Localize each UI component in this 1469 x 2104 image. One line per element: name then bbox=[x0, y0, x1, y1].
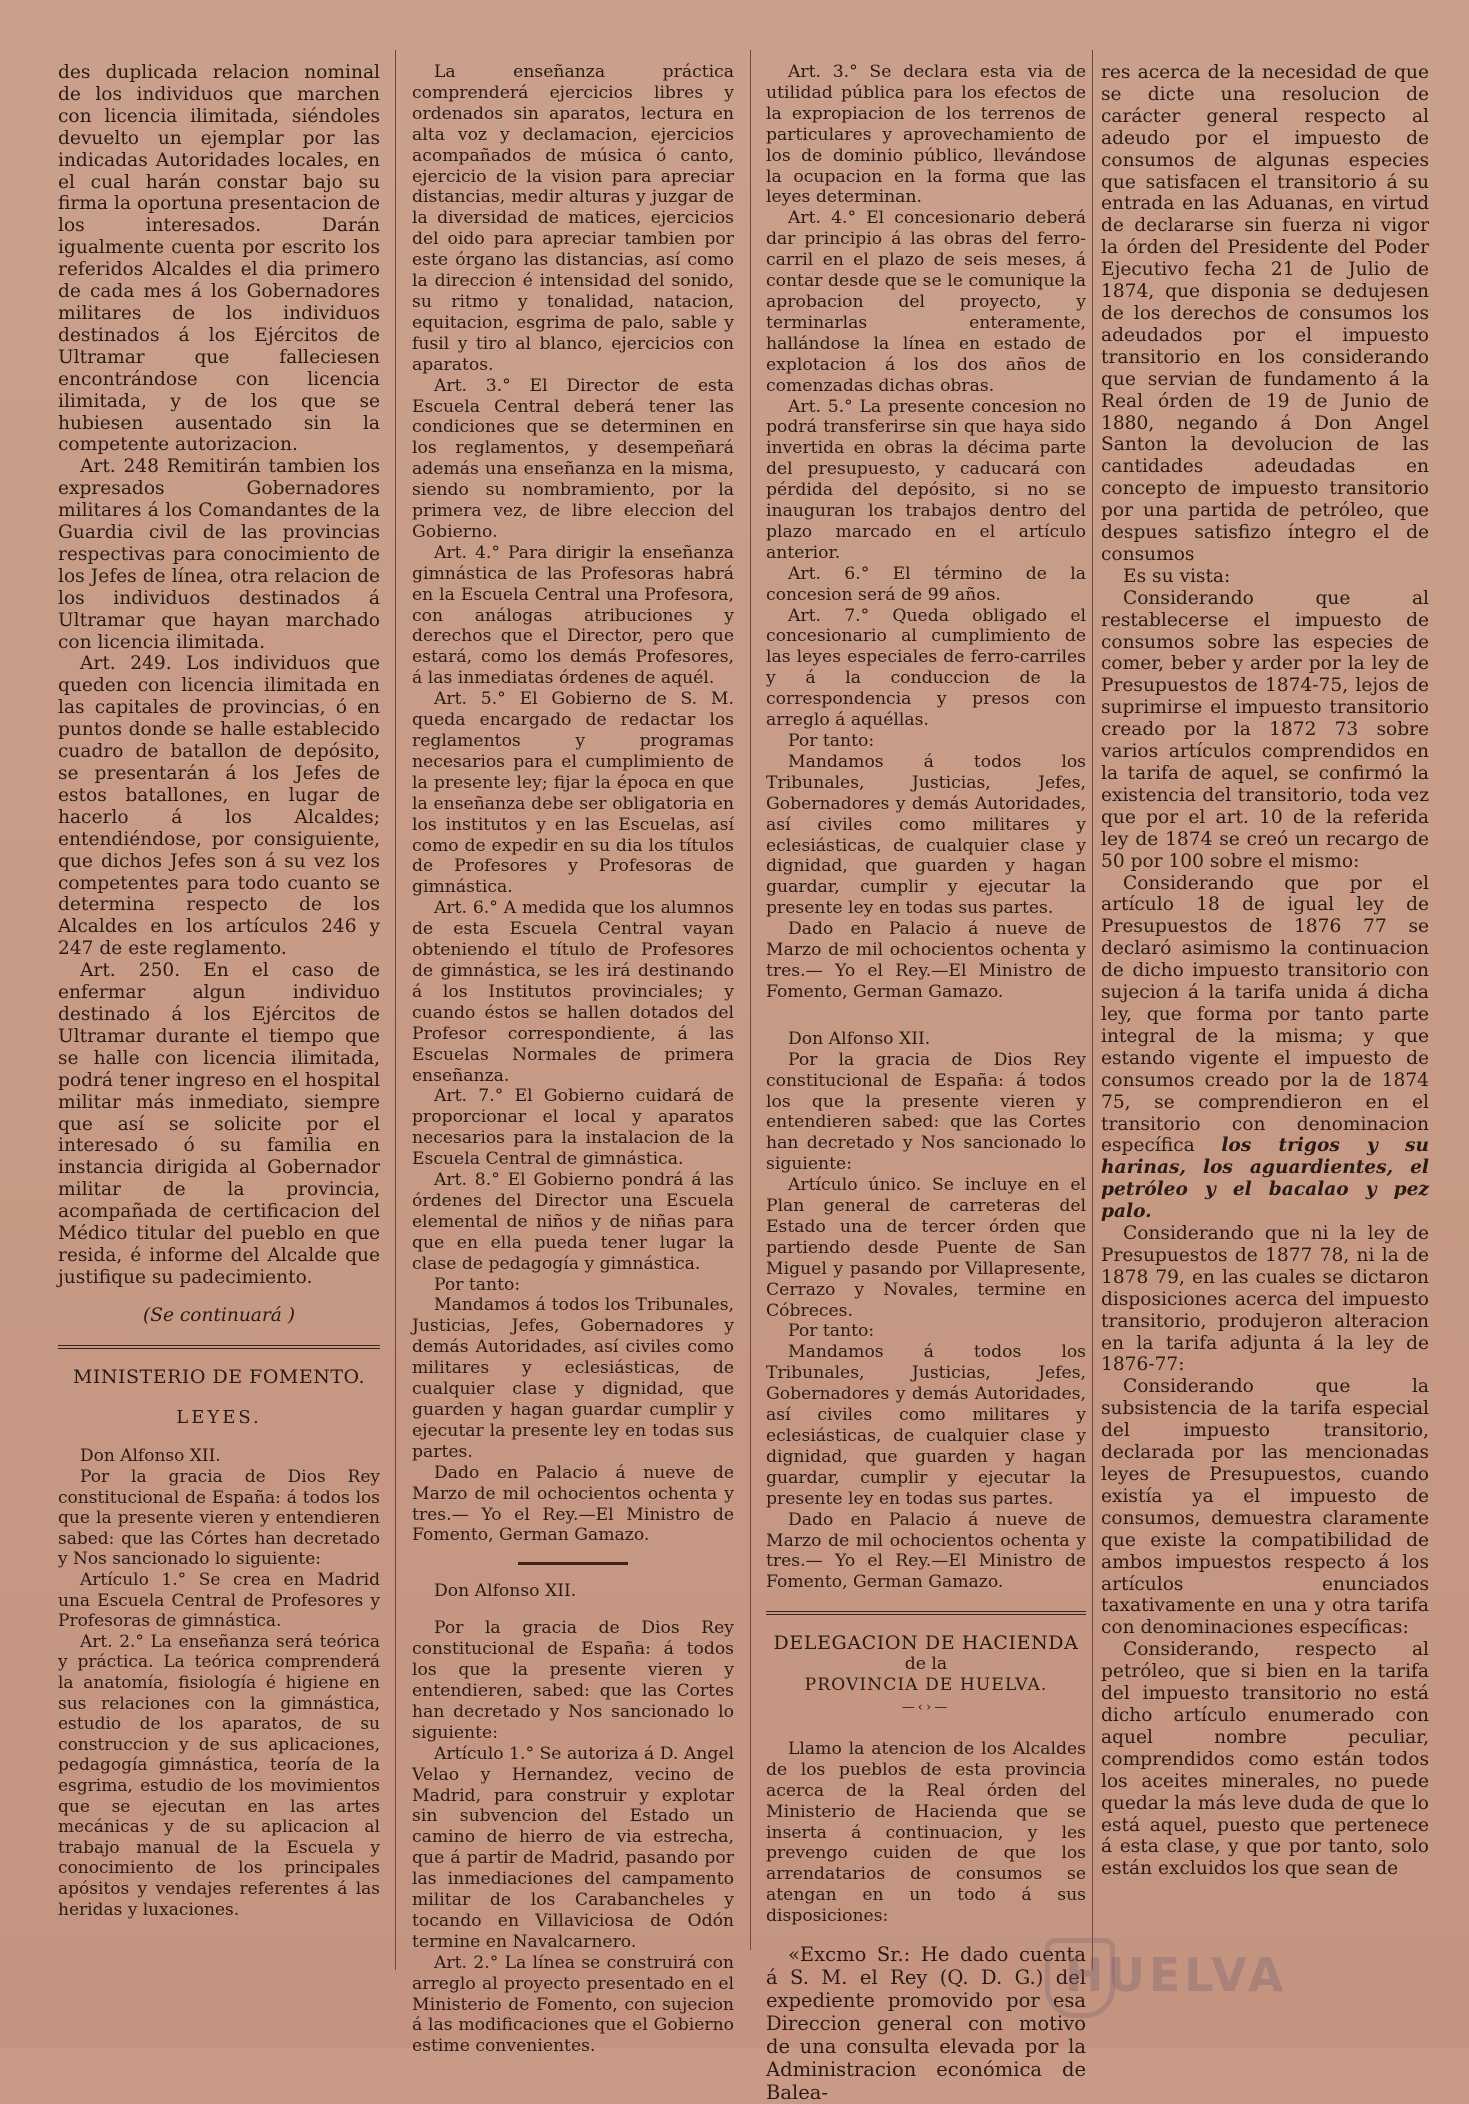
paragraph: Considerando que la subsistencia de la tarifa especial del impuesto transitorio, declarada por las mencionadas leyes de Presupuestos, cuando existía ya el impuesto de consumos, demuestra claramente que existe la compatibilidad de ambos impuestos respecto á los artículos enunciados taxativamente en una y otra tarifa con denominaciones específicas: bbox=[1101, 1376, 1429, 1639]
section-divider bbox=[766, 1611, 1086, 1615]
paragraph: Considerando, respecto al petróleo, que si bien en la tarifa del impuesto transitorio no está dicho artículo enumerado con aquel nombre peculiar, comprendidos como están todos los aceites minerales, no puede quedar la más leve duda de que lo está aquel, puesto que pertenece á esta clase, y que por tanto, solo están excluidos los que sean de bbox=[1101, 1639, 1429, 1880]
paragraph: res acerca de la necesidad de que se dicte una resolucion de carácter general respecto al adeudo por el impuesto de consumos de algunas especies que satisfacen el transitorio á su entrada en las Aduanas, en virtud de declararse sin fuerza ni vigor la órden del Presidente del Poder Ejecutivo fecha 21 de Julio de 1874, que disponia se dedujesen de los derechos de consumos los adeudados por el impuesto transitorio en los considerando que servian de fundamento á la Real órden de 19 de Junio de 1880, negando á Don Angel Santon la devolucion de las cantidades adeudadas en concepto de impuesto transitorio por una partida de petróleo, que despues satisfizo íntegro el de consumos bbox=[1101, 62, 1429, 565]
paragraph: Mandamos á todos los Tribunales, Justicias, Jefes, Gobernadores y demás Autoridades, así civiles como militares y eclesiásticas, de cualquier clase y dignidad, que guarden y hagan guardar, cumplir y ejecutar la presente ley en todas sus partes. bbox=[766, 751, 1086, 919]
ornament-divider: —‹›— bbox=[901, 1699, 951, 1715]
paragraph: Por la gracia de Dios Rey constitucional de España: á todos los que la presente vieren y entendieren, sabed: que las Cortes han decretado y Nos sancionado lo siguiente: bbox=[412, 1618, 734, 1743]
column-3 bbox=[766, 62, 1086, 2104]
paragraph: Artículo 1.° Se autoriza á D. Angel Velao y Hernandez, vecino de Madrid, para construir y explotar sin subvencion del Estado un camino de hierro de via estrecha, que á partir de Madrid, pasando por las inmediaciones del campamento militar de los Carabancheles y tocando en Villaviciosa de Odón termine en Navalcarnero. bbox=[412, 1743, 734, 1952]
column-rule-3 bbox=[1092, 50, 1093, 1970]
column-rule-1 bbox=[395, 50, 396, 1970]
paragraph: Llamo la atencion de los Alcaldes de los pueblos de esta provincia acerca de la Real órden del Ministerio de Hacienda que se inserta á continuacion, y les prevengo cuiden de que los arrendatarios de consumos se atengan en un todo á sus disposiciones: bbox=[766, 1738, 1086, 1927]
law-heading: Don Alfonso XII. bbox=[434, 1581, 577, 1602]
column-1 bbox=[58, 62, 380, 1920]
paragraph: Art. 5.° El Gobierno de S. M. queda encargado de redactar los reglamentos y programas necesarios para el cumplimiento de la presente ley; fijar la época en que la enseñanza debe ser obligatoria en los institutos y en las Escuelas, así como de expedir en su dia los títulos de Profesores y Profesoras de gimnástica. bbox=[412, 689, 734, 898]
paragraph-text: Considerando que por el artículo 18 de igual ley de Presupuestos de 1876 77 se declaró asimismo la continuacion de dicho impuesto transitorio con sujecion á la tarifa unida á dicha ley, que forma por tanto parte integral de la misma; y que estando vigente el impuesto de consumos creado por la de 1874 75, se comprendieron en el transitorio con denominacion específica bbox=[1101, 872, 1429, 1157]
column-4 bbox=[1101, 62, 1429, 1880]
section-title-dela: de la bbox=[904, 1654, 948, 1675]
paragraph: Art. 2.° La línea se construirá con arreglo al proyecto presentado en el Ministerio de Fomento, con sujecion á las modificaciones que el Gobierno estime convenientes. bbox=[412, 1952, 734, 2057]
paragraph: Considerando que ni la ley de Presupuestos de 1877 78, ni la de 1878 79, en las cuales se dictaron disposiciones acerca del impuesto transitorio, produjeron alteracion en la tarifa adjunta á la ley de 1876-77: bbox=[1101, 1223, 1429, 1376]
por-tanto: Por tanto: bbox=[788, 731, 875, 751]
short-divider bbox=[518, 1562, 628, 1565]
paragraph: Mandamos á todos los Tribunales, Justicias, Jefes, Gobernadores y demás Autoridades, así civiles como militares y eclesiásticas, de cualquier clase y dignidad, que guarden y hagan guardar cumplir y ejecutar la presente ley en todas sus partes. bbox=[412, 1295, 734, 1462]
paragraph bbox=[1101, 873, 1429, 1224]
paragraph-emphasis: los trigos y su harinas, los aguardientes, el petróleo y el bacalao y pez palo. bbox=[1101, 1135, 1429, 1223]
paragraph: Art. 248 Remitirán tambien los expresados Gobernadores militares á los Comandantes de la Guardia civil de las provincias respectivas para conocimiento de los Jefes de línea, otra relacion de los individuos destinados á Ultramar que hayan marchado con licencia ilimitada. bbox=[58, 456, 380, 653]
por-tanto: Por tanto: bbox=[788, 1321, 875, 1342]
paragraph: Artículo 1.° Se crea en Madrid una Escuela Central de Profesores y Profesoras de gimnástica. bbox=[58, 1570, 380, 1632]
por-tanto: Por tanto: bbox=[434, 1274, 521, 1295]
paragraph: Art. 7.° El Gobierno cuidará de proporcionar el local y aparatos necesarios para la instalacion de la Escuela Central de gimnástica. bbox=[412, 1086, 734, 1170]
paragraph: Art. 250. En el caso de enfermar algun individuo destinado á los Ejércitos de Ultramar durante el tiempo que se halle con licencia ilimitada, podrá tener ingreso en el hospital militar más inmediato, siempre que así se solicite por el interesado ó su familia en instancia dirigida al Gobernador militar de la provincia, acompañada de certificacion del Médico titular del pueblo en que resida, é informe del Alcalde que justifique su padecimiento. bbox=[58, 960, 380, 1288]
paragraph: Art. 8.° El Gobierno pondrá á las órdenes del Director una Escuela elemental de niños y de niñas para que en ella pueda tener lugar la clase de pedagogía y gimnástica. bbox=[412, 1170, 734, 1274]
paragraph: Art. 6.° A medida que los alumnos de esta Escuela Central vayan obteniendo el título de Profesores de gimnástica, se les irá destinando á los Institutos provinciales; y cuando éstos se hallen dotados del Profesor correspondiente, á las Escuelas Normales de primera enseñanza. bbox=[412, 898, 734, 1086]
paragraph: Por la gracia de Dios Rey constitucional de España: á todos los que la presente vieren y entendieren sabed: que las Cortes han decretado y Nos sancionado lo siguiente: bbox=[766, 1049, 1086, 1175]
paragraph: La enseñanza práctica comprenderá ejercicios libres y ordenados sin aparatos, lectura en alta voz y declamacion, ejercicios acompañados de música ó canto, ejercicio de la vision para apreciar distancias, medir alturas y juzgar de la diversidad de matices, ejercicios del oido para apreciar tambien por este órgano las distancias, así como la direccion é intensidad del sonido, su ritmo y tonalidad, natacion, equitacion, esgrima de palo, sable y fusil y tiro al blanco, ejercicios con aparatos. bbox=[412, 62, 734, 375]
section-subtitle-leyes: LEYES. bbox=[176, 1406, 262, 1428]
paragraph: Art. 3.° El Director de esta Escuela Central deberá tener las condiciones que se determinen en los reglamentos, y desempeñará además una enseñanza en la misma, siendo su nombramiento, por la primera vez, de libre eleccion del Gobierno. bbox=[412, 375, 734, 542]
law-heading: Don Alfonso XII. bbox=[80, 1446, 221, 1467]
paragraph: Art. 4.° El concesionario deberá dar principio á las obras del ferro-carril en el plazo de seis meses, á contar desde que se le comunique la aprobacion del proyecto, y terminarlas enteramente, hallándose la línea en estado de explotacion á los dos años de comenzadas dichas obras. bbox=[766, 208, 1086, 396]
section-title-ministerio: MINISTERIO DE FOMENTO. bbox=[72, 1365, 366, 1388]
law-heading: Don Alfonso XII. bbox=[788, 1028, 931, 1049]
paragraph: Mandamos á todos los Tribunales, Justicias, Jefes, Gobernadores y demás Autoridades, así civiles como militares y eclesiásticas, de cualquier clase y dignidad, que guarden y hagan guardar, cumplir y ejecutar la presente ley en todas sus partes. bbox=[766, 1342, 1086, 1509]
continuation-note: (Se continuará ) bbox=[142, 1304, 296, 1326]
paragraph: des duplicada relacion nominal de los individuos que marchen con licencia ilimitada, siéndoles devuelto un ejemplar por las indicadas Autoridades locales, en el cual harán constar bajo su firma la oportuna presentacion de los interesados. Darán igualmente cuenta por escrito los referidos Alcaldes el dia primero de cada mes á los Gobernadores militares de los individuos destinados á los Ejércitos de Ultramar que falleciesen encontrándose con licencia ilimitada, y de los que se hubiesen ausentado sin la competente autorizacion. bbox=[58, 62, 380, 456]
paragraph: Art. 6.° El término de la concesion será de 99 años. bbox=[766, 563, 1086, 605]
paragraph: Art. 5.° La presente concesion no podrá transferirse sin que haya sido invertida en obras la décima parte del presupuesto, y caducará con pérdida del depósito, si no se inauguran los trabajos dentro del plazo marcado en el artículo anterior. bbox=[766, 396, 1086, 563]
paragraph: Art. 249. Los individuos que queden con licencia ilimitada en las capitales de provincias, ó en puntos donde se halle establecido cuadro de batallon de depósito, se presentarán á los Jefes de estos batallones, en lugar de hacerlo á los Alcaldes; entendiéndose, por consiguiente, que dichos Jefes son á su vez los competentes para todo cuanto se determina respecto de los Alcaldes en los artículos 246 y 247 de este reglamento. bbox=[58, 653, 380, 960]
paragraph: Dado en Palacio á nueve de Marzo de mil ochocientos ochenta y tres.— Yo el Rey.—El Ministro de Fomento, German Gamazo. bbox=[766, 919, 1086, 1002]
paragraph: Art. 4.° Para dirigir la enseñanza gimnástica de las Profesoras habrá en la Escuela Central una Profesora, con análogas atribuciones y derechos que el Director, pero que estará, como los demás Profesores, á las inmediatas órdenes de aquél. bbox=[412, 542, 734, 689]
paragraph: Dado en Palacio á nueve de Marzo de mil ochocientos ochenta y tres.— Yo el Rey.—El Ministro de Fomento, German Gamazo. bbox=[766, 1509, 1086, 1593]
column-rule-2 bbox=[750, 50, 751, 1950]
paragraph: Art. 7.° Queda obligado el concesionario al cumplimiento de las leyes especiales de ferro-carriles y á la conduccion de la correspondencia y presos con arreglo á aquéllas. bbox=[766, 605, 1086, 731]
paragraph: Art. 3.° Se declara esta via de utilidad pública para los efectos de la expropiacion de los terrenos de particulares y aprovechamiento de los de dominio público, llevándose la ocupacion en la forma que las leyes determinan. bbox=[766, 62, 1086, 208]
section-divider bbox=[58, 1345, 380, 1349]
paragraph: Art. 2.° La enseñanza será teórica y práctica. La teórica comprenderá la anatomía, fisiología é higiene en sus relaciones con la gimnástica, estudio de los aparatos, de su construccion y de sus aplicaciones, pedagogía gimnástica, teoría de la esgrima, estudio de los movimientos que se ejecutan en las artes mecánicas y de su aplicacion al trabajo manual de la Escuela y conocimiento de los principales apósitos y vendajes referentes á las heridas y luxaciones. bbox=[58, 1631, 380, 1920]
paragraph: Artículo único. Se incluye en el Plan general de carreteras del Estado una de tercer órden que partiendo desde Puente de San Miguel y pasando por Villapresente, Cerrazo y Novales, termine en Cóbreces. bbox=[766, 1175, 1086, 1321]
section-title-provincia: PROVINCIA DE HUELVA. bbox=[804, 1675, 1048, 1696]
column-2 bbox=[412, 62, 734, 2057]
section-title-delegacion: DELEGACION DE HACIENDA bbox=[773, 1632, 1079, 1655]
paragraph: «Excmo Sr.: He dado cuenta á S. M. el Rey (Q. D. G.) del expediente promovido por esa Direccion general con motivo de una consulta elevada por la Administracion económica de Balea- bbox=[766, 1943, 1086, 2104]
archive-watermark: HUELVA bbox=[1065, 1948, 1288, 2002]
paragraph: Es su vista: bbox=[1123, 565, 1231, 587]
paragraph: Considerando que al restablecerse el impuesto de consumos sobre las especies de comer, beber y arder por la ley de Presupuestos de 1874-75, lejos de suprimirse el impuesto transitorio creado por la 1872 73 sobre varios artículos comprendidos en la tarifa de aquel, se confirmó la existencia del transitorio, toda vez que por el art. 10 de la referida ley de 1874 se creó un recargo de 50 por 100 sobre el mismo: bbox=[1101, 587, 1429, 872]
paragraph: Dado en Palacio á nueve de Marzo de mil ochocientos ochenta y tres.— Yo el Rey.—El Ministro de Fomento, German Gamazo. bbox=[412, 1462, 734, 1546]
paragraph: Por la gracia de Dios Rey constitucional de España: á todos los que la presente vieren y entendieren sabed: que las Córtes han decretado y Nos sancionado lo siguiente: bbox=[58, 1467, 380, 1570]
